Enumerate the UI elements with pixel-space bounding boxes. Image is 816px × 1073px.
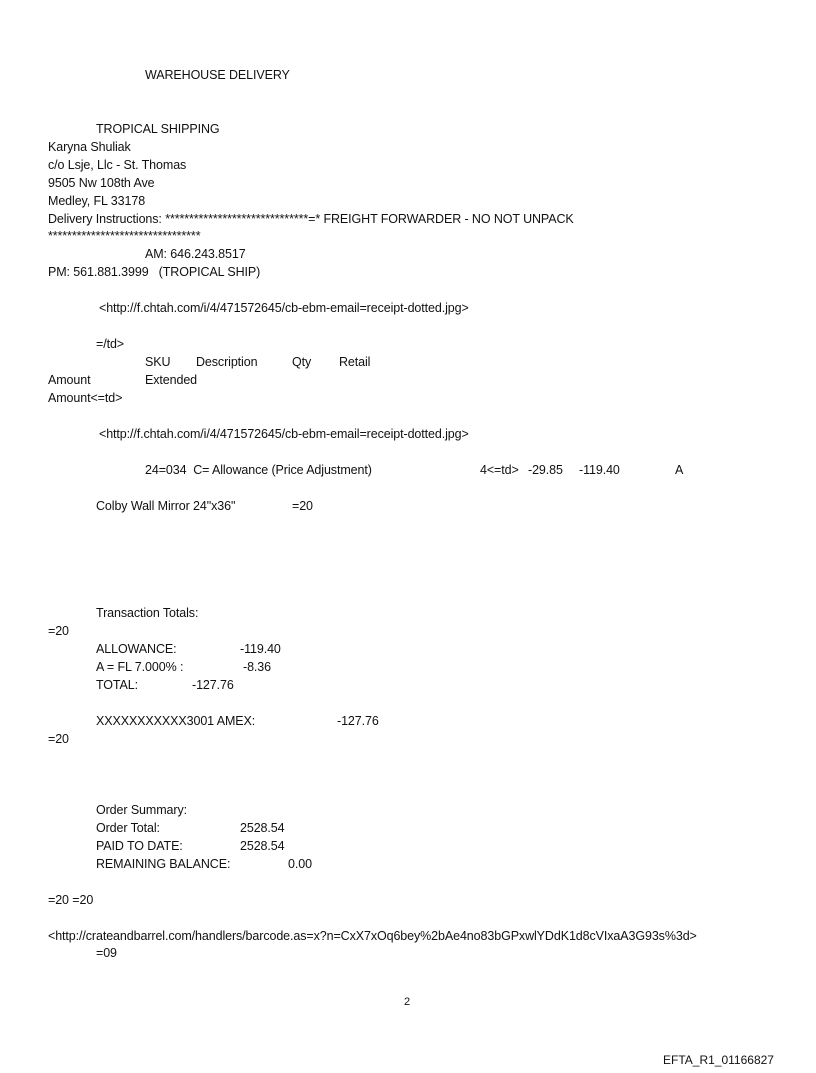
order-total-label: Order Total:	[96, 821, 160, 835]
td-close-marker: =/td>	[96, 337, 124, 351]
delivery-instructions-label: Delivery Instructions:	[48, 212, 162, 226]
pm-phone: PM: 561.881.3999 (TROPICAL SHIP)	[48, 265, 261, 279]
care-of-line: c/o Lsje, Llc - St. Thomas	[48, 158, 187, 172]
line-item-retail: -29.85	[528, 463, 563, 477]
column-header-extended: Extended	[145, 373, 198, 387]
marker: =20	[48, 624, 69, 638]
allowance-value: -119.40	[240, 642, 281, 656]
product-code: =20	[292, 499, 313, 513]
page-title: WAREHOUSE DELIVERY	[145, 68, 290, 82]
remaining-balance-value: 0.00	[288, 857, 312, 871]
paid-to-date-label: PAID TO DATE:	[96, 839, 183, 853]
image-link: <http://f.chtah.com/i/4/471572645/cb-ebm-email=receipt-dotted.jpg>	[99, 427, 469, 441]
card-payment-value: -127.76	[337, 714, 379, 728]
total-label: TOTAL:	[96, 678, 139, 692]
product-name: Colby Wall Mirror 24"x36"	[96, 499, 236, 513]
am-phone: AM: 646.243.8517	[145, 247, 246, 261]
page-number: 2	[404, 996, 411, 1008]
column-header-amount-td: Amount<=td>	[48, 391, 123, 405]
recipient-name: Karyna Shuliak	[48, 140, 131, 154]
line-item-extended: -119.40	[579, 463, 620, 477]
order-summary-title: Order Summary:	[96, 803, 187, 817]
column-header-sku: SKU	[145, 355, 171, 369]
line-item-qty: 4<=td>	[480, 463, 519, 477]
document-id: EFTA_R1_01166827	[663, 1053, 774, 1067]
city-state-zip: Medley, FL 33178	[48, 194, 146, 208]
column-header-qty: Qty	[292, 355, 312, 369]
instructions-stars: ********************************	[48, 229, 201, 243]
street-address: 9505 Nw 108th Ave	[48, 176, 155, 190]
tax-label: A = FL 7.000% :	[96, 660, 184, 674]
image-link: <http://f.chtah.com/i/4/471572645/cb-ebm-email=receipt-dotted.jpg>	[99, 301, 469, 315]
order-total-value: 2528.54	[240, 821, 285, 835]
allowance-label: ALLOWANCE:	[96, 642, 177, 656]
line-item-description: 24=034 C= Allowance (Price Adjustment)	[145, 463, 372, 477]
column-header-description: Description	[196, 355, 258, 369]
total-value: -127.76	[192, 678, 234, 692]
delivery-instructions-value: ******************************=* FREIGHT FORWARDER - NO NOT UNPACK	[165, 212, 574, 226]
delivery-instructions	[48, 211, 574, 227]
column-header-amount: Amount	[48, 373, 91, 387]
card-payment-label: XXXXXXXXXXX3001 AMEX:	[96, 714, 256, 728]
transaction-totals-title: Transaction Totals:	[96, 606, 199, 620]
marker: =20	[48, 732, 69, 746]
marker: =20 =20	[48, 893, 94, 907]
column-header-retail: Retail	[339, 355, 371, 369]
tax-value: -8.36	[243, 660, 271, 674]
shipping-company: TROPICAL SHIPPING	[96, 122, 220, 136]
paid-to-date-value: 2528.54	[240, 839, 285, 853]
line-item-tax-flag: A	[675, 463, 684, 477]
remaining-balance-label: REMAINING BALANCE:	[96, 857, 231, 871]
barcode-link: <http://crateandbarrel.com/handlers/barcode.as=x?n=CxX7xOq6bey%2bAe4no83bGPxwlYDdK1d8cVIxaA3G93s%3d>	[48, 929, 697, 943]
marker: =09	[96, 946, 117, 960]
